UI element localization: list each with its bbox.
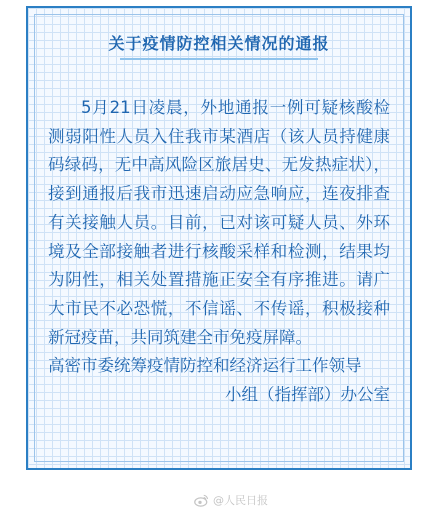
weibo-icon [194, 493, 209, 508]
signature-line-2: 小组（指挥部）办公室 [225, 385, 390, 405]
notice-body [48, 94, 390, 410]
notice-paragraph: 5月21日凌晨，外地通报一例可疑核酸检测弱阳性人员入住我市某酒店（该人员持健康码绿码，无中高风险区旅居史、无发热症状），接到通报后我市迅速启动应急响应，连夜排查有关接触人员。目前，已对该可疑人员、外环境及全部接触者进行核酸采样和检测，结果均为阴性，相关处置措施正安全有序推进。请广大市民不必恐慌，不信谣、不传谣，积极接种新冠疫苗，共同筑建全市免疫屏障。 [48, 98, 390, 347]
notice-title: 关于疫情防控相关情况的通报 [108, 34, 330, 53]
watermark-text: @人民日报 [213, 494, 268, 507]
title-underline [120, 58, 318, 60]
watermark [194, 492, 268, 508]
signature-line-1: 高密市委统筹疫情防控和经济运行工作领导 [48, 356, 362, 376]
notice-card [26, 6, 412, 470]
